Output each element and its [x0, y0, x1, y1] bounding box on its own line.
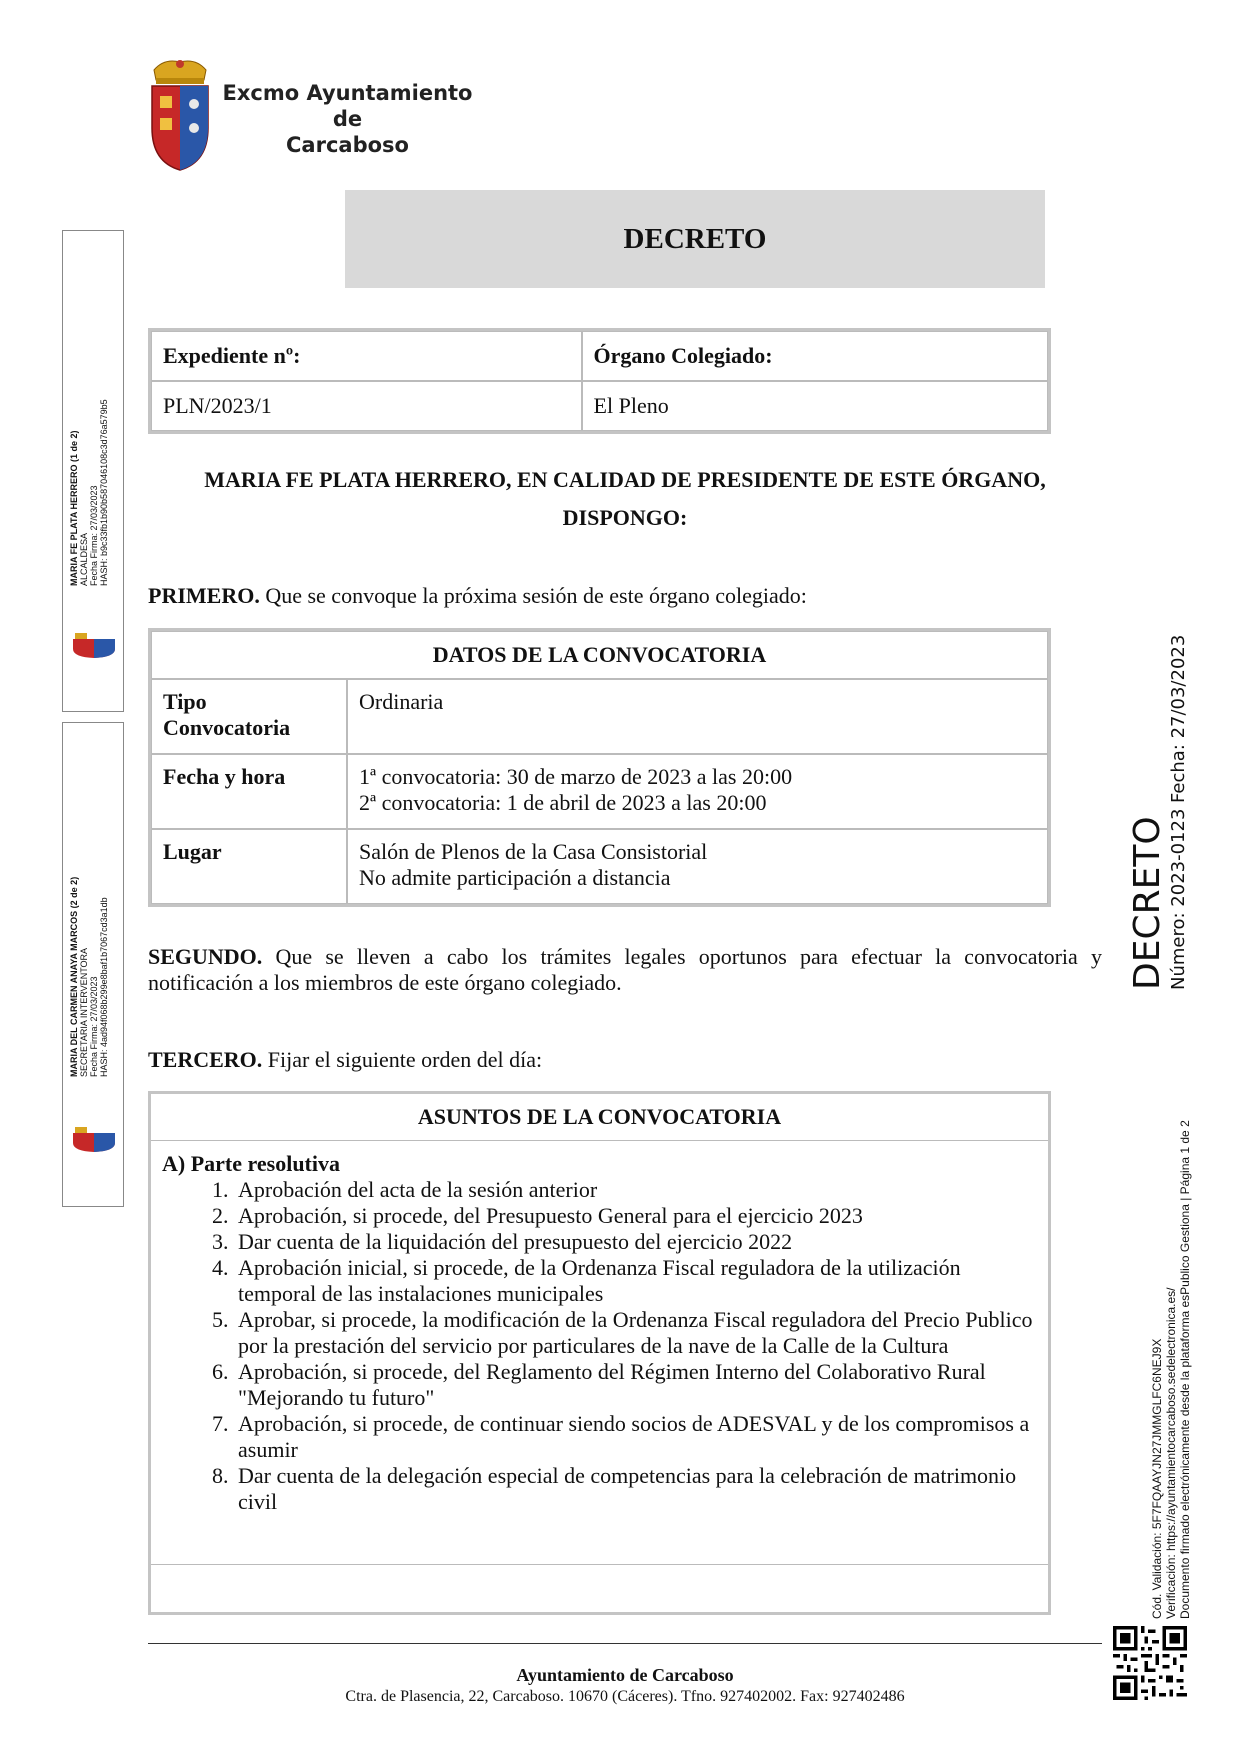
municipal-crest-logo: [148, 58, 212, 176]
segundo-paragraph: [148, 944, 1102, 996]
signature-box-1: [62, 230, 124, 712]
stamp-fecha: Fecha: 27/03/2023: [1168, 634, 1189, 803]
stamp-numero: Número: 2023-0123: [1168, 808, 1189, 990]
segundo-label: SEGUNDO.: [148, 944, 263, 969]
asuntos-table-title: ASUNTOS DE LA CONVOCATORIA: [151, 1094, 1048, 1141]
footer-name: Ayuntamiento de Carcaboso: [516, 1665, 734, 1685]
asuntos-table: [148, 1091, 1051, 1615]
qr-code-icon: [1113, 1626, 1187, 1700]
list-item: 3. Dar cuenta de la liquidación del presupuesto del ejercicio 2022: [234, 1229, 1037, 1255]
signature-text-2: MARIA DEL CARMEN ANAYA MARCOS (2 de 2) SECRETARIA INTERVENTORA Fecha Firma: 27/03/2023 HASH: 4ad94f068b299e8baf1b7067cd3a1db: [69, 876, 109, 1077]
validation-code: Cód. Validación: 5F7FQAAYJN27JMMGLFC6NEJ9X Verificación: https://ayuntamientocarcaboso.sedelectronica.es/ Documento firmado electrónicamente desde la plataforma esPublico Gestiona | Página 1 de 2: [1150, 1120, 1192, 1619]
empty-row-divider: [151, 1564, 1048, 1565]
signature-crest-icon: [71, 1125, 117, 1153]
row-value: No admite participación a distancia: [359, 865, 671, 890]
primero-paragraph: [148, 583, 1102, 609]
stamp-title: DECRETO: [1127, 816, 1168, 990]
tercero-paragraph: [148, 1047, 1102, 1073]
expediente-label: Expediente nº:: [151, 331, 582, 381]
tercero-label: TERCERO.: [148, 1047, 263, 1072]
agenda-list: [162, 1177, 1037, 1515]
intro-line-2: DISPONGO:: [562, 505, 688, 530]
row-label: Lugar: [151, 829, 347, 904]
signature-text-1: MARIA FE PLATA HERRERO (1 de 2) ALCALDESA Fecha Firma: 27/03/2023 HASH: b9c33fb1b90b587046108c3d76a579b5: [69, 399, 109, 586]
convocatoria-table: [148, 628, 1051, 907]
expediente-value: PLN/2023/1: [151, 381, 582, 431]
list-item: 5. Aprobar, si procede, la modificación de la Ordenanza Fiscal reguladora del Precio Publico por la prestación del servicio por particulares de la nave de la Calle de la Cultura: [234, 1307, 1037, 1359]
document-title: DECRETO: [623, 223, 767, 255]
footer-divider: [148, 1643, 1102, 1644]
municipality-logo-text: Excmo Ayuntamiento de Carcaboso: [222, 81, 473, 157]
list-item: 1. Aprobación del acta de la sesión anterior: [234, 1177, 1037, 1203]
title-banner: [345, 190, 1045, 288]
list-item: 2. Aprobación, si procede, del Presupuesto General para el ejercicio 2023: [234, 1203, 1037, 1229]
primero-label: PRIMERO.: [148, 583, 260, 608]
row-value: Ordinaria: [359, 689, 444, 714]
row-value: Salón de Plenos de la Casa Consistorial: [359, 839, 708, 864]
signature-box-2: [62, 722, 124, 1207]
expediente-table: [148, 328, 1051, 434]
signature-crest-icon: [71, 631, 117, 659]
row-label: Fecha y hora: [151, 754, 347, 829]
segundo-text: Que se lleven a cabo los trámites legales oportunos para efectuar la convocatoria y notificación a los miembros de este órgano colegiado.: [148, 944, 1102, 995]
table-row: [151, 754, 1048, 829]
primero-text: Que se convoque la próxima sesión de este órgano colegiado:: [259, 583, 807, 608]
organo-value: El Pleno: [582, 381, 1048, 431]
table-row: [151, 829, 1048, 904]
list-item: 6. Aprobación, si procede, del Reglamento del Régimen Interno del Colaborativo Rural "Mejorando tu futuro": [234, 1359, 1037, 1411]
row-value: 1ª convocatoria: 30 de marzo de 2023 a las 20:00: [359, 764, 793, 789]
row-value: 2ª convocatoria: 1 de abril de 2023 a las 20:00: [359, 790, 767, 815]
footer-address: Ctra. de Plasencia, 22, Carcaboso. 10670 (Cáceres). Tfno. 927402002. Fax: 927402486: [345, 1688, 905, 1705]
intro-line-1: MARIA FE PLATA HERRERO, EN CALIDAD DE PRESIDENTE DE ESTE ÓRGANO,: [204, 467, 1046, 492]
list-item: 7. Aprobación, si procede, de continuar siendo socios de ADESVAL y de los compromisos a asumir: [234, 1411, 1037, 1463]
row-label: Tipo Convocatoria: [151, 679, 347, 754]
tercero-text: Fijar el siguiente orden del día:: [262, 1047, 543, 1072]
convocatoria-table-title: DATOS DE LA CONVOCATORIA: [151, 631, 1048, 679]
table-row: [151, 679, 1048, 754]
asuntos-section-title: A) Parte resolutiva: [162, 1151, 340, 1176]
list-item: 4. Aprobación inicial, si procede, de la Ordenanza Fiscal reguladora de la utilización temporal de las instalaciones municipales: [234, 1255, 1037, 1307]
list-item: 8. Dar cuenta de la delegación especial de competencias para la celebración de matrimonio civil: [234, 1463, 1037, 1515]
organo-label: Órgano Colegiado:: [582, 331, 1048, 381]
